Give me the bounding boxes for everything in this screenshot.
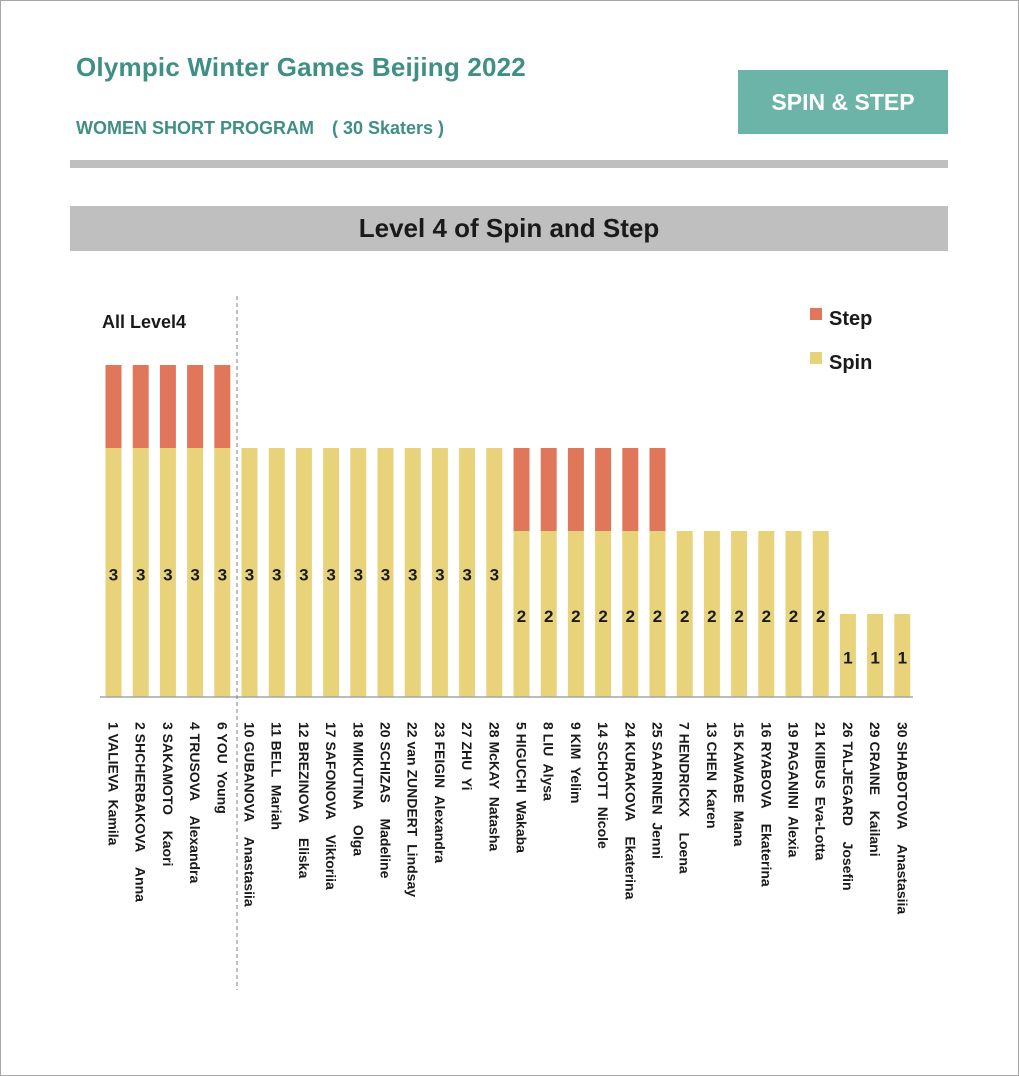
spin-value-label: 3 <box>271 565 282 585</box>
category-label: 3 SAKAMOTO Kaori <box>159 722 176 867</box>
spin-value-label: 2 <box>652 607 663 626</box>
step-bar <box>595 448 611 531</box>
category-label: 12 BREZINOVA Eliska <box>295 722 312 879</box>
category-label: 20 SCHIZAS Madeline <box>377 722 394 879</box>
step-bar <box>622 448 638 531</box>
step-bar <box>650 448 666 531</box>
spin-value-label: 2 <box>598 607 608 626</box>
legend-swatch-spin <box>810 352 822 364</box>
legend-label-spin: Spin <box>829 352 873 374</box>
spin-value-label: 3 <box>489 565 500 585</box>
category-label: 2 SHCHERBAKOVA Anna <box>132 722 149 902</box>
category-label: 21 KIIBUS Eva-Lotta <box>812 722 829 861</box>
spin-value-label: 2 <box>543 607 554 626</box>
spin-value-label: 1 <box>897 648 908 668</box>
category-label: 17 SAFONOVA Viktoriia <box>323 722 340 890</box>
spin-value-label: 2 <box>625 607 636 626</box>
spin-value-label: 3 <box>299 565 309 585</box>
category-label: 28 McKAY Natasha <box>486 722 503 852</box>
page-subtitle: WOMEN SHORT PROGRAM ( 30 Skaters ) <box>76 118 445 138</box>
spin-value-label: 2 <box>734 607 744 626</box>
spin-value-label: 3 <box>326 565 336 585</box>
category-label: 24 KURAKOVA Ekaterina <box>622 722 639 900</box>
category-label: 18 MIKUTINA Olga <box>350 722 367 857</box>
category-label: 30 SHABOTOVA Anastasiia <box>894 722 911 915</box>
category-label: 14 SCHOTT Nicole <box>595 722 612 849</box>
spin-value-label: 3 <box>353 565 364 585</box>
step-bar <box>214 365 230 448</box>
category-label: 10 GUBANOVA Anastasiia <box>241 722 258 907</box>
spin-value-label: 3 <box>407 565 418 585</box>
category-label: 4 TRUSOVA Alexandra <box>187 722 204 884</box>
category-label: 11 BELL Mariah <box>268 722 285 830</box>
category-label: 22 van ZUNDERT Lindsay <box>404 722 421 898</box>
category-label: 16 RYABOVA Ekaterina <box>758 722 775 887</box>
category-label: 13 CHEN Karen <box>703 722 720 829</box>
spin-value-label: 3 <box>135 565 146 585</box>
spin-value-label: 3 <box>435 565 445 585</box>
step-bar <box>541 448 557 531</box>
step-bar <box>187 365 203 448</box>
category-label: 9 KIM Yelim <box>567 722 584 804</box>
all-level4-annotation: All Level4 <box>102 312 187 332</box>
spin-value-label: 3 <box>217 565 228 585</box>
category-label: 27 ZHU Yi <box>459 722 476 791</box>
category-label: 6 YOU Young <box>214 722 231 814</box>
spin-value-label: 3 <box>380 565 391 585</box>
step-bar <box>106 365 122 448</box>
chart-title: Level 4 of Spin and Step <box>70 206 948 251</box>
step-bar <box>160 365 176 448</box>
spin-value-label: 2 <box>516 607 527 626</box>
category-label: 23 FEIGIN Alexandra <box>431 722 448 864</box>
category-label: 1 VALIEVA Kamila <box>105 722 122 846</box>
category-label: 8 LIU Alysa <box>540 722 557 801</box>
spin-step-badge: SPIN & STEP <box>738 70 948 134</box>
spin-value-label: 3 <box>163 565 173 585</box>
step-bar <box>133 365 149 448</box>
spin-value-label: 3 <box>190 565 200 585</box>
spin-value-label: 3 <box>244 565 255 585</box>
category-label: 26 TALJEGARD Josefin <box>839 722 856 891</box>
category-label: 19 PAGANINI Alexia <box>785 722 802 858</box>
spin-value-label: 2 <box>761 607 772 626</box>
step-bar <box>514 448 530 531</box>
step-bar <box>568 448 584 531</box>
legend-swatch-step <box>810 308 822 320</box>
spin-value-label: 2 <box>815 607 826 626</box>
spin-value-label: 2 <box>788 607 799 626</box>
legend-label-step: Step <box>829 308 873 330</box>
category-label: 29 CRAINE Kailani <box>867 722 884 857</box>
spin-value-label: 2 <box>571 607 581 626</box>
spin-value-label: 1 <box>870 648 880 668</box>
spin-value-label: 2 <box>707 607 717 626</box>
category-label: 15 KAWABE Mana <box>731 722 748 847</box>
page-title: Olympic Winter Games Beijing 2022 <box>76 52 526 82</box>
spin-value-label: 1 <box>843 648 853 668</box>
spin-value-label: 2 <box>679 607 690 626</box>
category-label: 7 HENDRICKX Loena <box>676 722 693 874</box>
spin-value-label: 3 <box>108 565 119 585</box>
spin-value-label: 3 <box>462 565 472 585</box>
category-label: 5 HIGUCHI Wakaba <box>513 722 530 853</box>
category-label: 25 SAARINEN Jenni <box>649 722 666 859</box>
